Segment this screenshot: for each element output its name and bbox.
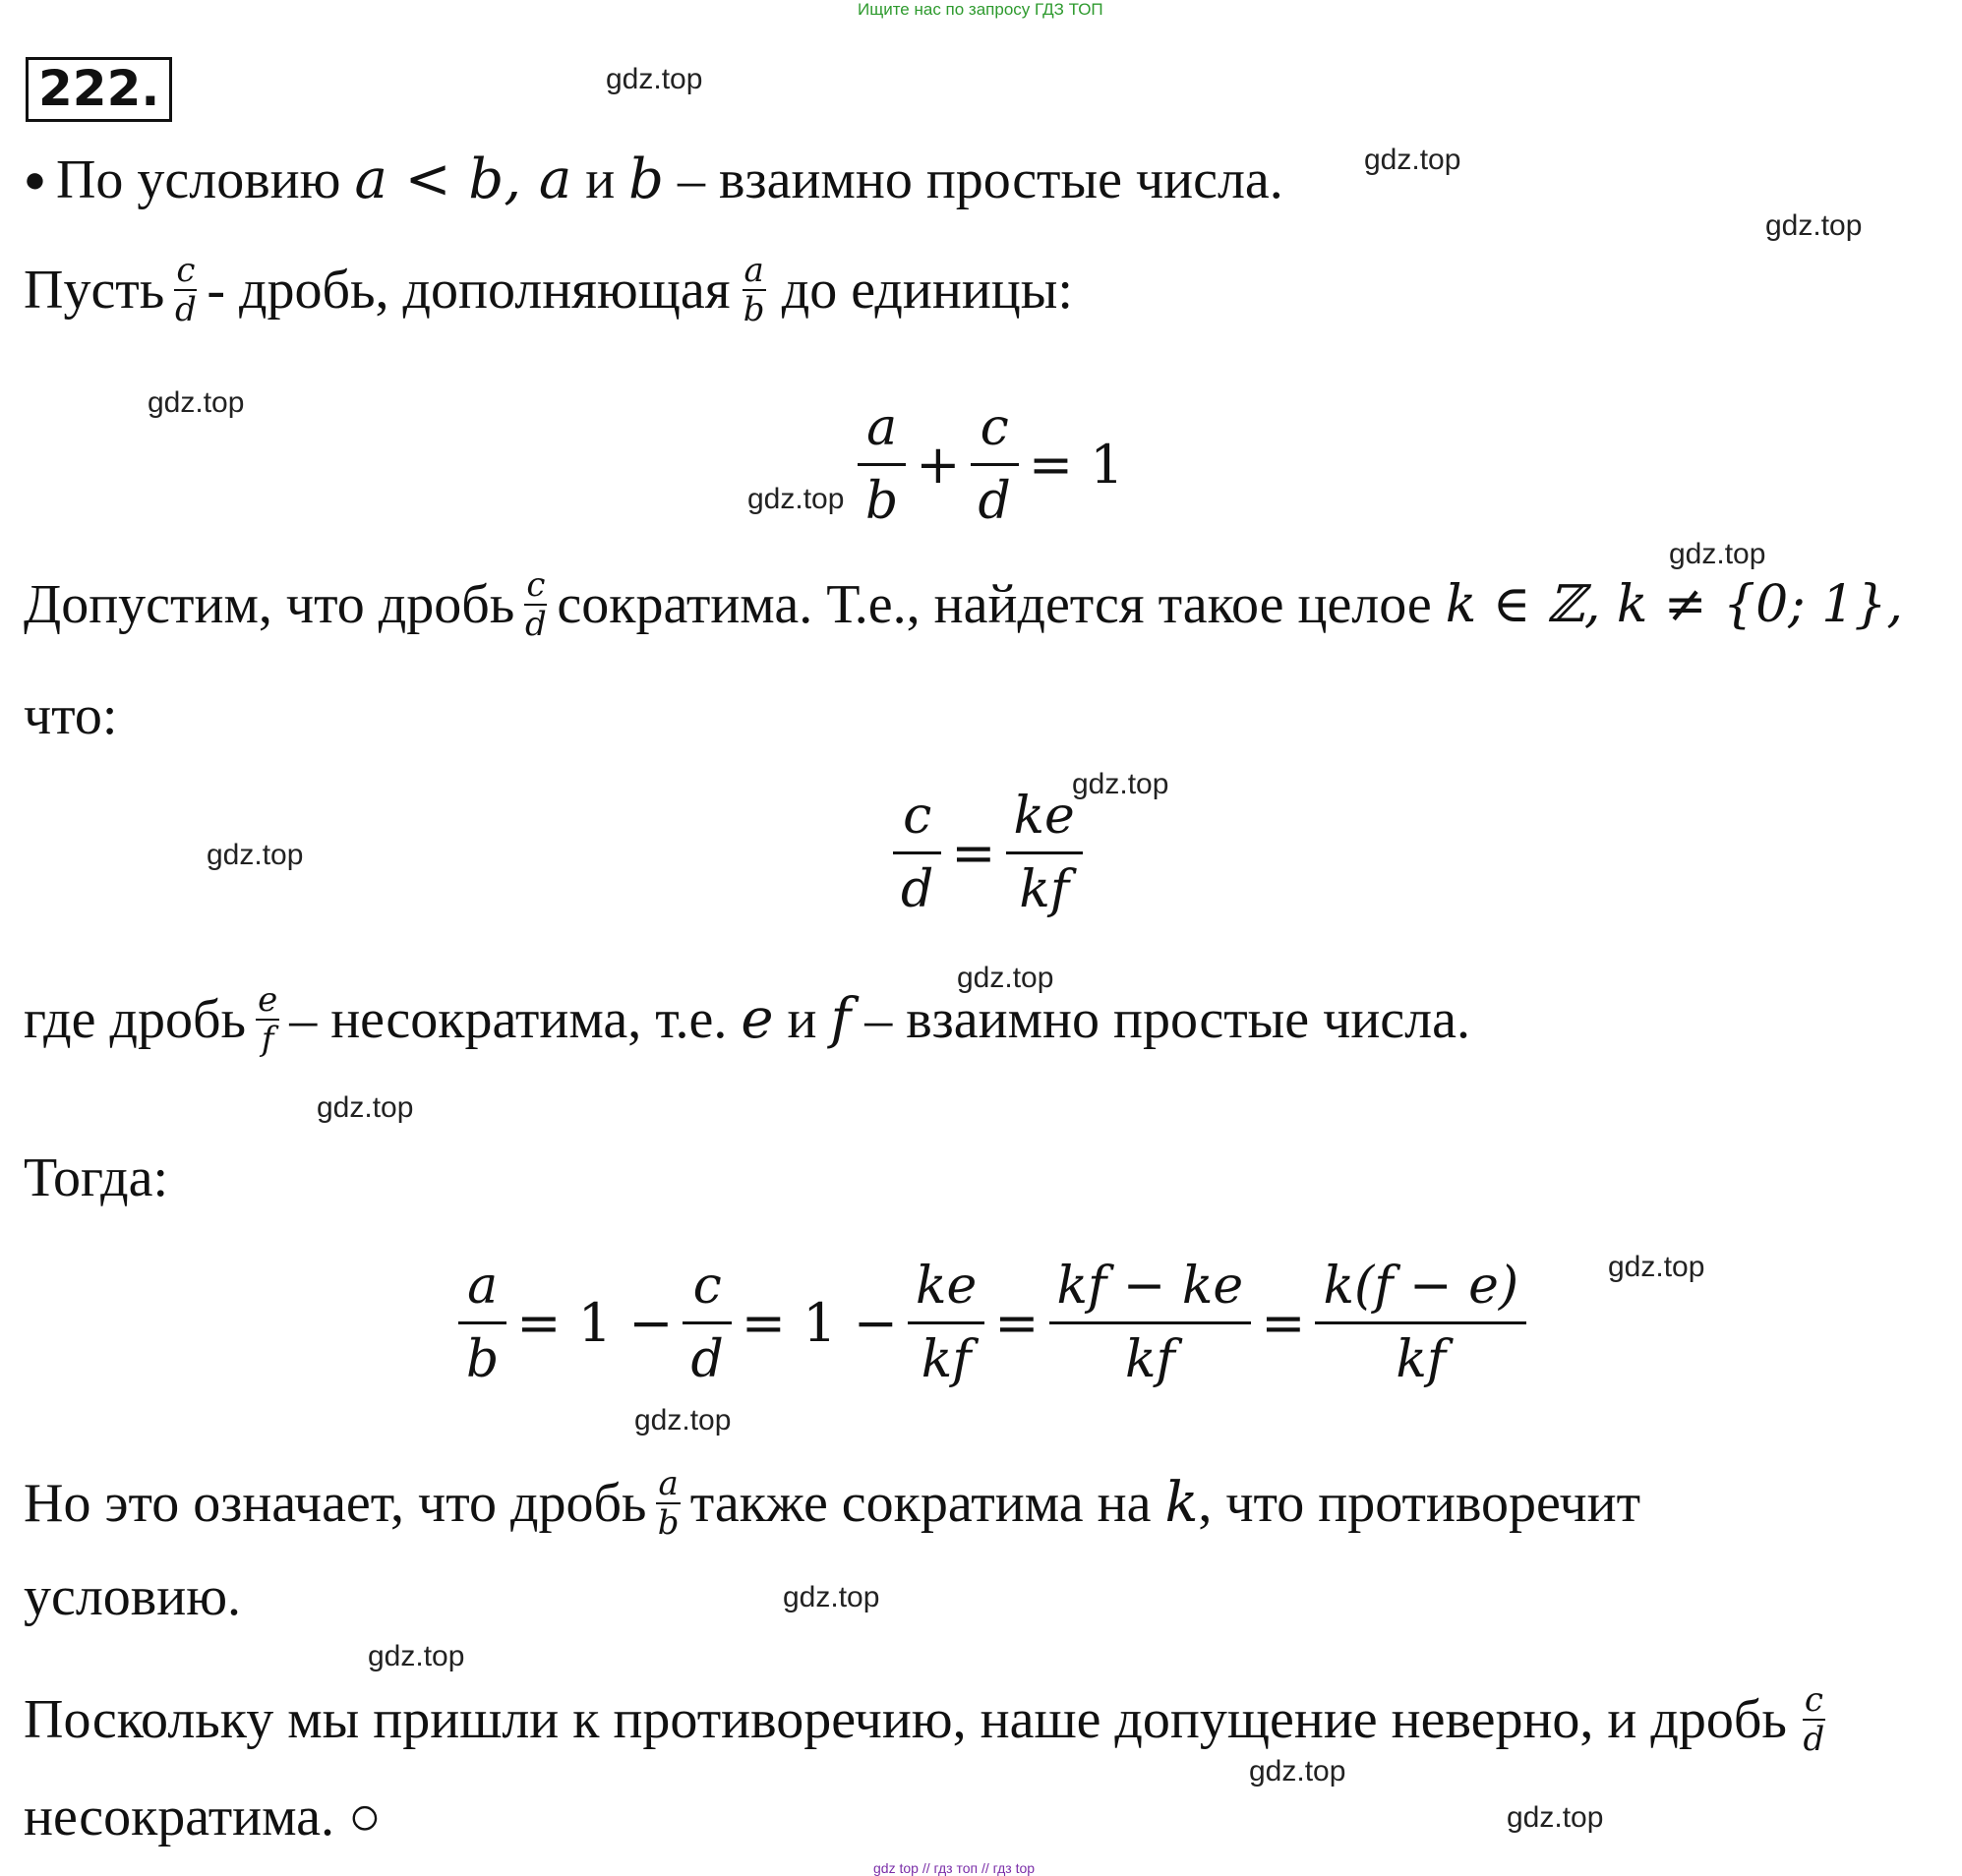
equals-sign: = — [994, 1292, 1040, 1354]
fraction-ke-kf — [1006, 787, 1083, 919]
watermark: gdz.top — [747, 483, 845, 515]
math-expression: k ∈ ℤ, k ≠ {0; 1}, — [1445, 575, 1903, 634]
text-line-condition — [24, 147, 1283, 211]
watermark: gdz.top — [317, 1091, 414, 1124]
watermark: gdz.top — [1765, 209, 1863, 242]
fraction-ke-kf — [908, 1257, 984, 1389]
text-line-conclusion — [24, 1680, 1825, 1759]
fraction-numerator: a — [858, 398, 906, 466]
fraction-denominator: d — [1803, 1720, 1825, 1759]
equals-sign: = — [951, 822, 996, 884]
fraction-a-b — [743, 251, 766, 329]
text: , что противоречит — [1198, 1473, 1641, 1534]
text-line-contradiction — [24, 1464, 1641, 1543]
watermark: gdz.top — [1507, 1801, 1604, 1834]
fraction-numerator: a — [458, 1257, 506, 1324]
fraction-denominator: b — [466, 1330, 500, 1389]
fraction-denominator: b — [865, 472, 899, 531]
fraction-kf-minus-ke — [1049, 1257, 1252, 1389]
text: По условию — [55, 149, 341, 210]
text-line-where — [24, 980, 1470, 1059]
text: Допустим, что дробь — [24, 574, 515, 635]
text: Поскольку мы пришли к противоречию, наше допущение неверно, и дробь — [24, 1689, 1787, 1750]
fraction-denominator: d — [978, 472, 1011, 531]
fraction-numerator: c — [683, 1257, 731, 1324]
fraction-c-d — [893, 787, 941, 919]
fraction-denominator: d — [524, 605, 547, 644]
fraction-denominator: kf — [921, 1330, 972, 1389]
text: – взаимно простые числа. — [864, 989, 1470, 1050]
equation-sum — [858, 398, 1134, 531]
fraction-numerator: c — [1804, 1680, 1823, 1720]
fraction-c-d — [971, 398, 1019, 531]
text: и — [787, 989, 817, 1050]
text: Но это означает, что дробь — [24, 1473, 647, 1534]
header-search-hint[interactable]: Ищите нас по запросу ГДЗ ТОП — [858, 0, 1103, 19]
watermark: gdz.top — [606, 63, 703, 95]
fraction-denominator: d — [174, 290, 197, 329]
equation-reducible — [893, 787, 1083, 919]
fraction-denominator: kf — [1124, 1330, 1175, 1389]
fraction-numerator: e — [258, 980, 278, 1020]
text-line-irreducible: несократима. ○ — [24, 1787, 382, 1847]
watermark: gdz.top — [1072, 768, 1169, 800]
fraction-a-b — [656, 1464, 680, 1543]
fraction-numerator: c — [971, 398, 1019, 466]
fraction-a-b — [858, 398, 906, 531]
text-line-then: Тогда: — [24, 1147, 169, 1208]
fraction-a-b — [458, 1257, 506, 1389]
watermark: gdz.top — [783, 1581, 880, 1613]
fraction-denominator: b — [657, 1503, 680, 1543]
equation-chain — [458, 1257, 1526, 1389]
fraction-numerator: ke — [1006, 787, 1083, 854]
text-line-let — [24, 251, 1073, 329]
fraction-denominator: kf — [1019, 860, 1070, 919]
watermark: gdz.top — [207, 839, 304, 871]
watermark: gdz.top — [1249, 1755, 1346, 1788]
watermark: gdz.top — [1364, 144, 1461, 176]
fraction-denominator: f — [261, 1020, 274, 1059]
task-number: 222. — [26, 57, 172, 122]
bullet: ● — [24, 159, 46, 201]
equals-one: = 1 — [1028, 434, 1124, 496]
text: также сократима на — [689, 1473, 1152, 1534]
text: сократима. Т.е., найдется такое целое — [557, 574, 1432, 635]
plus-sign: + — [916, 434, 961, 496]
math-variable: f — [830, 987, 852, 1051]
fraction-numerator: k(f − e) — [1315, 1257, 1526, 1324]
math-variable: b — [628, 147, 665, 211]
equals-sign: = — [1261, 1292, 1306, 1354]
math-expression: a < b, a — [354, 147, 572, 211]
text: и — [585, 149, 616, 210]
watermark: gdz.top — [148, 386, 245, 419]
equals-one-minus: = 1 − — [516, 1292, 674, 1354]
fraction-numerator: a — [658, 1464, 679, 1503]
watermark: gdz.top — [1669, 538, 1766, 570]
watermark: gdz.top — [957, 962, 1054, 994]
equals-one-minus: = 1 − — [741, 1292, 898, 1354]
fraction-numerator: a — [743, 251, 764, 290]
text-line-that: что: — [24, 685, 118, 746]
fraction-numerator: ke — [908, 1257, 984, 1324]
fraction-c-d — [683, 1257, 731, 1389]
fraction-numerator: c — [176, 251, 196, 290]
fraction-k-f-minus-e — [1315, 1257, 1526, 1389]
watermark: gdz.top — [1608, 1251, 1705, 1283]
text-line-condition-end: условию. — [24, 1566, 242, 1627]
fraction-numerator: kf − ke — [1049, 1257, 1252, 1324]
watermark: gdz.top — [634, 1404, 732, 1436]
footer-links[interactable]: gdz top // гдз топ // гдз top — [873, 1860, 1036, 1876]
text: где дробь — [24, 989, 247, 1050]
text: до единицы: — [781, 260, 1073, 321]
fraction-c-d — [174, 251, 197, 329]
math-variable: e — [741, 987, 774, 1051]
fraction-denominator: d — [690, 1330, 724, 1389]
fraction-c-d — [524, 565, 547, 644]
watermark: gdz.top — [368, 1640, 465, 1672]
text-line-assume — [24, 565, 1903, 644]
fraction-numerator: c — [526, 565, 546, 605]
fraction-denominator: b — [743, 290, 765, 329]
text: – несократима, т.е. — [289, 989, 728, 1050]
fraction-numerator: c — [893, 787, 941, 854]
math-variable: k — [1164, 1471, 1199, 1535]
fraction-denominator: d — [901, 860, 934, 919]
fraction-e-f — [256, 980, 279, 1059]
fraction-denominator: kf — [1396, 1330, 1447, 1389]
fraction-c-d — [1803, 1680, 1825, 1759]
text: Пусть — [24, 260, 165, 321]
text: - дробь, дополняющая — [207, 260, 731, 321]
text: – взаимно простые числа. — [678, 149, 1283, 210]
